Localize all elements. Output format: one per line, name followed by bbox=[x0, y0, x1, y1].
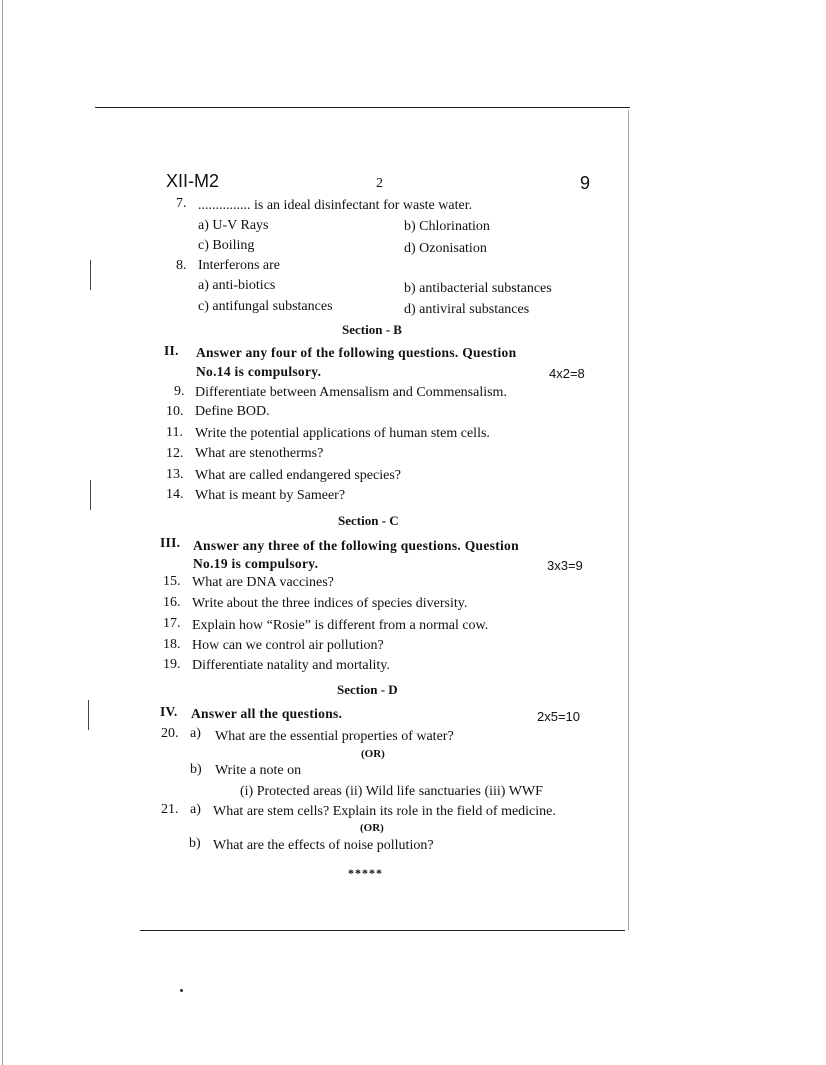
section-c-instruction-2: No.19 is compulsory. bbox=[193, 556, 319, 571]
section-b-instruction: Answer any four of the following questions. Question bbox=[196, 345, 517, 360]
question-text: ............... is an ideal disinfectant for waste water. bbox=[198, 198, 473, 213]
option-a: a) U-V Rays bbox=[198, 218, 269, 233]
option-d: d) antiviral substances bbox=[404, 302, 530, 317]
question-text: What are stem cells? Explain its role in the field of medicine. bbox=[213, 804, 556, 819]
section-b-instruction-2: No.14 is compulsory. bbox=[196, 364, 322, 379]
question-number: 10. bbox=[166, 404, 184, 419]
sub-label: a) bbox=[190, 726, 201, 741]
option-c: c) antifungal substances bbox=[198, 299, 333, 314]
question-text: Differentiate between Amensalism and Commensalism. bbox=[195, 385, 507, 400]
top-border-line bbox=[95, 107, 630, 108]
question-number: 19. bbox=[163, 657, 181, 672]
option-a: a) anti-biotics bbox=[198, 278, 276, 293]
right-border-line bbox=[628, 110, 629, 930]
sub-label: b) bbox=[189, 836, 201, 851]
question-number: 16. bbox=[163, 595, 181, 610]
sub-label: b) bbox=[190, 762, 202, 777]
page-number: 2 bbox=[376, 176, 383, 191]
left-edge-mark bbox=[90, 480, 91, 510]
section-d-roman: IV. bbox=[160, 704, 178, 719]
option-b: b) Chlorination bbox=[404, 219, 490, 234]
left-edge-mark bbox=[88, 700, 89, 730]
question-text: What are the essential properties of water? bbox=[215, 729, 454, 744]
question-number: 17. bbox=[163, 616, 181, 631]
question-text: What are stenotherms? bbox=[195, 446, 324, 461]
section-c-title: Section - C bbox=[338, 513, 399, 528]
question-text: Write a note on bbox=[215, 763, 302, 778]
question-number: 7. bbox=[176, 196, 187, 211]
question-number: 15. bbox=[163, 574, 181, 589]
section-b-marks: 4x2=8 bbox=[549, 366, 585, 381]
question-text: Define BOD. bbox=[195, 404, 270, 419]
bottom-border-line bbox=[140, 930, 625, 931]
option-c: c) Boiling bbox=[198, 238, 255, 253]
question-text: Interferons are bbox=[198, 258, 281, 273]
section-b-title: Section - B bbox=[342, 322, 402, 337]
question-text: Differentiate natality and mortality. bbox=[192, 658, 390, 673]
question-number: 9. bbox=[174, 384, 185, 399]
sub-label: a) bbox=[190, 802, 201, 817]
sub-items: (i) Protected areas (ii) Wild life sanctuaries (iii) WWF bbox=[240, 784, 543, 799]
question-text: What is meant by Sameer? bbox=[195, 488, 346, 503]
section-c-marks: 3x3=9 bbox=[547, 558, 583, 573]
section-c-roman: III. bbox=[160, 535, 181, 550]
page-edge-line bbox=[2, 0, 3, 1065]
section-c-instruction: Answer any three of the following questions. Question bbox=[193, 538, 519, 553]
question-text: Write about the three indices of species diversity. bbox=[192, 596, 468, 611]
question-text: Write the potential applications of human stem cells. bbox=[195, 426, 490, 441]
section-b-roman: II. bbox=[164, 343, 179, 358]
question-number: 11. bbox=[166, 425, 183, 440]
question-text: What are the effects of noise pollution? bbox=[213, 838, 434, 853]
question-number: 8. bbox=[176, 258, 187, 273]
or-label: (OR) bbox=[360, 822, 384, 834]
question-number: 13. bbox=[166, 467, 184, 482]
question-text: Explain how “Rosie” is different from a normal cow. bbox=[192, 618, 489, 633]
paper-code: XII-M2 bbox=[166, 171, 220, 191]
option-b: b) antibacterial substances bbox=[404, 281, 552, 296]
or-label: (OR) bbox=[361, 748, 385, 760]
corner-number: 9 bbox=[580, 173, 591, 193]
left-edge-mark bbox=[90, 260, 91, 290]
question-number: 18. bbox=[163, 637, 181, 652]
question-number: 14. bbox=[166, 487, 184, 502]
scan-dot bbox=[180, 989, 183, 992]
question-number: 12. bbox=[166, 446, 184, 461]
section-d-marks: 2x5=10 bbox=[537, 709, 581, 724]
question-number: 21. bbox=[161, 802, 179, 817]
question-text: How can we control air pollution? bbox=[192, 638, 384, 653]
question-text: What are called endangered species? bbox=[195, 468, 401, 483]
question-number: 20. bbox=[161, 726, 179, 741]
section-d-title: Section - D bbox=[337, 682, 398, 697]
end-marker: ***** bbox=[348, 866, 383, 880]
option-d: d) Ozonisation bbox=[404, 241, 487, 256]
section-d-instruction: Answer all the questions. bbox=[191, 706, 343, 721]
question-text: What are DNA vaccines? bbox=[192, 575, 334, 590]
